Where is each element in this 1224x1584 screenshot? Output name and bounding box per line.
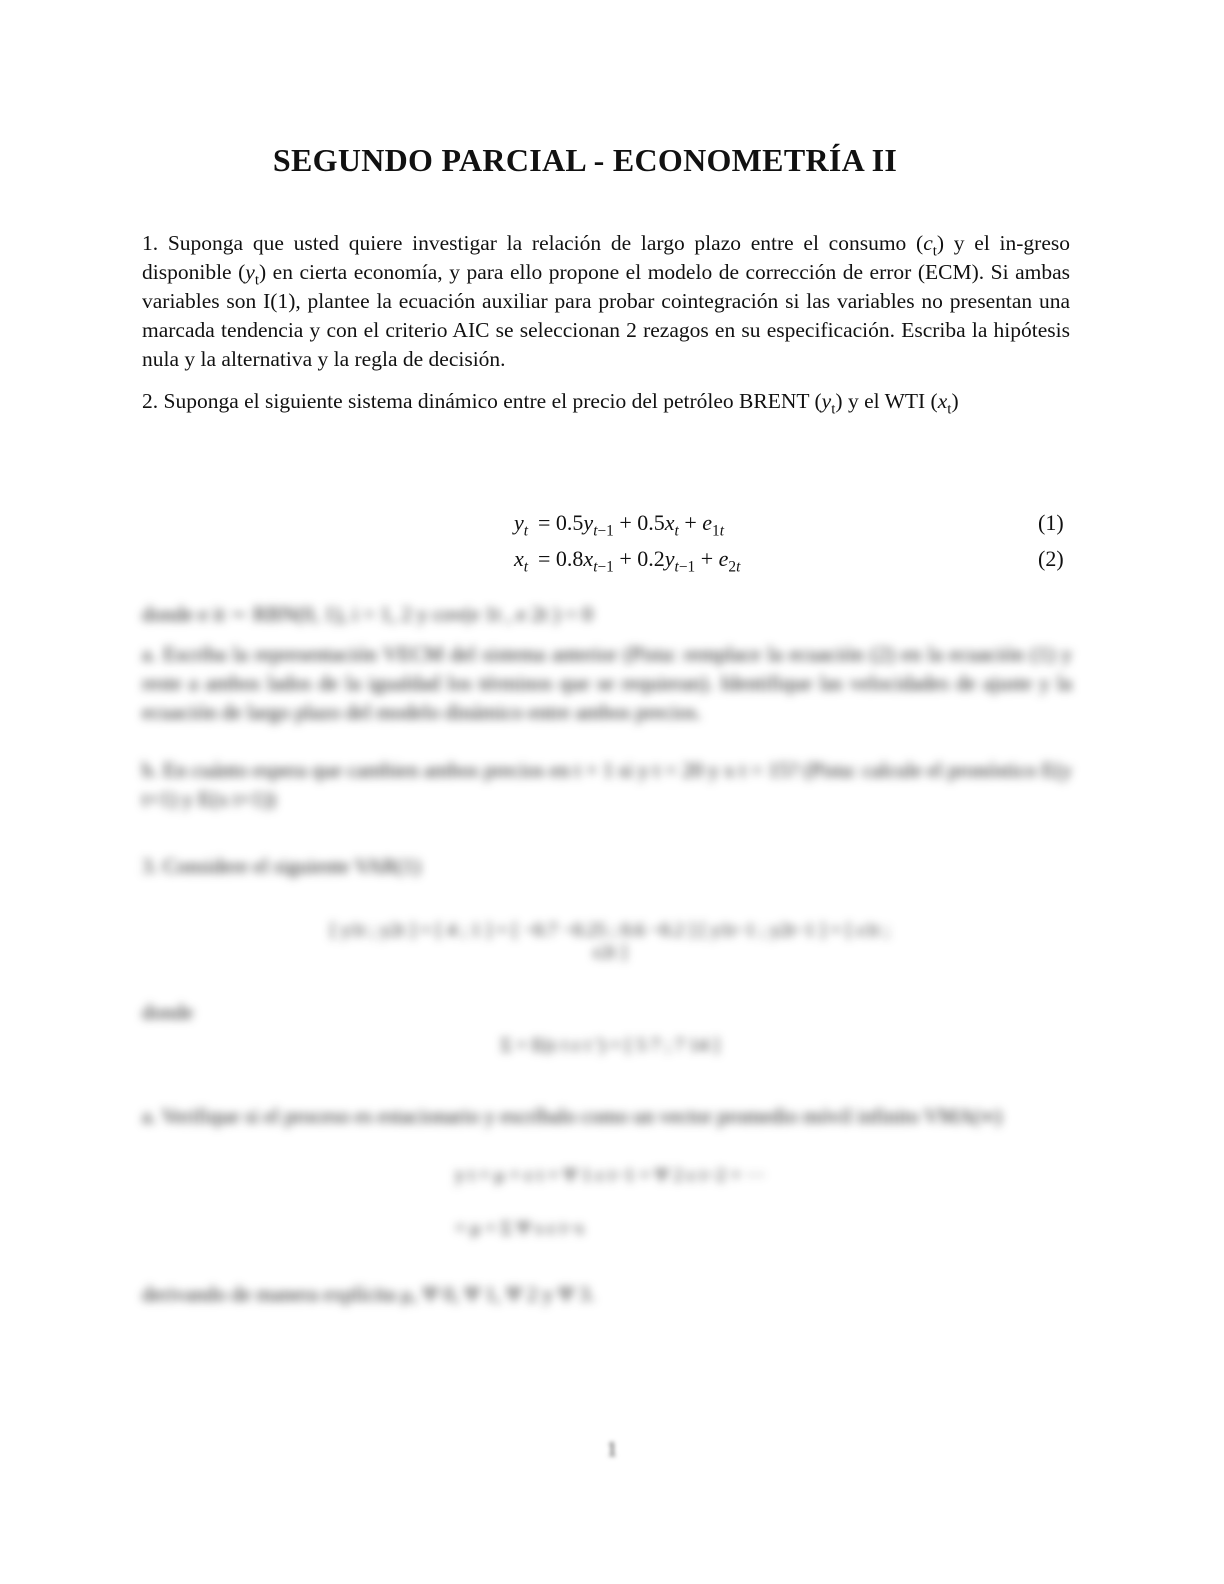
blurred-vma-2: = μ + Σ Ψ s ε t−s: [455, 1218, 584, 1239]
equation-1-number: (1): [1038, 510, 1064, 535]
blurred-line-donde: donde e it ∼ RBN(0, 1), i = 1, 2 y cov(e 1t , e 2t ) = 0: [142, 602, 593, 626]
blurred-var-matrix: [ y1t ; y2t ] = [ 4 ; 1 ] + [ −0.7 −0.25 ; 0.6 −0.2 ] [ y1t−1 ; y2t−1 ] + [ ε1t ; ε2t ]: [330, 920, 890, 963]
equation-1: [0, 510, 1224, 540]
page-number: 1: [606, 1437, 618, 1461]
blurred-vma-1: y t = μ + ε t + Ψ 1 ε t−1 + Ψ 2 ε t−2 + ···: [454, 1165, 766, 1186]
equation-1-lhs: $y_t$: [513, 510, 528, 540]
equation-2-rhs: = $0.8x_{t-1} + 0.2y_{t-1} + e_{2t}$: [538, 546, 741, 576]
question-1: 1. Suponga que usted quiere investigar la relación de largo plazo entre el consumo $(c_t)$ y el in-greso disponible $(y_t)$ en cierta economía, y para ello propone el modelo de corrección de error (ECM). Si ambas variables son I(1), plantee la ecuación auxiliar para probar cointegración si las variables no presentan una marcada tendencia y con el criterio AIC se seleccionan 2 rezagos en su especificación. Escriba la hipótesis nula y la alternativa y la regla de decisión.: [142, 231, 1070, 371]
equation-2-number: (2): [1038, 546, 1064, 571]
equation-1-rhs: = $0.5y_{t-1} + 0.5x_t + e_{1t}$: [538, 510, 724, 540]
equation-2: [0, 546, 1224, 576]
page-title: SEGUNDO PARCIAL - ECONOMETRÍA II: [272, 142, 898, 178]
blurred-sigma: Σ = E(ε t ε t ') = [ 5 7 ; 7 14 ]: [500, 1035, 720, 1056]
blurred-donde: donde: [142, 1000, 194, 1024]
equation-2-lhs: $x_t$: [513, 546, 528, 576]
blurred-last-line: derivando de manera explícita μ, Ψ 0, Ψ 1, Ψ 2 y Ψ 3.: [142, 1282, 595, 1306]
blurred-content: [0, 590, 1224, 1490]
blurred-part-b: b. En cuánto espera que cambien ambos precios en t + 1 si y t = 20 y x t = 15? (Pista: calcule el pronóstico E(y t+1) y E(x t+1)): [142, 758, 1072, 811]
blurred-question-3: 3. Considere el siguiente VAR(1): [142, 854, 421, 878]
question-2: 2. Suponga el siguiente sistema dinámico entre el precio del petróleo BRENT $(y_t)$ y el WTI $(x_t)$: [142, 389, 959, 418]
blurred-part-a: a. Escriba la representación VECM del sistema anterior (Pista: remplace la ecuación (2) en la ecuación (1) y reste a ambos lados de la igualdad los términos que se requieran). Identifique las velocidades de ajuste y la ecuación de largo plazo del modelo dinámico entre ambos precios.: [142, 642, 1072, 724]
blurred-part-3a: a. Verifique si el proceso es estacionario y escríbalo como un vector promedio móvil infinito VMA(∞): [142, 1104, 1002, 1128]
